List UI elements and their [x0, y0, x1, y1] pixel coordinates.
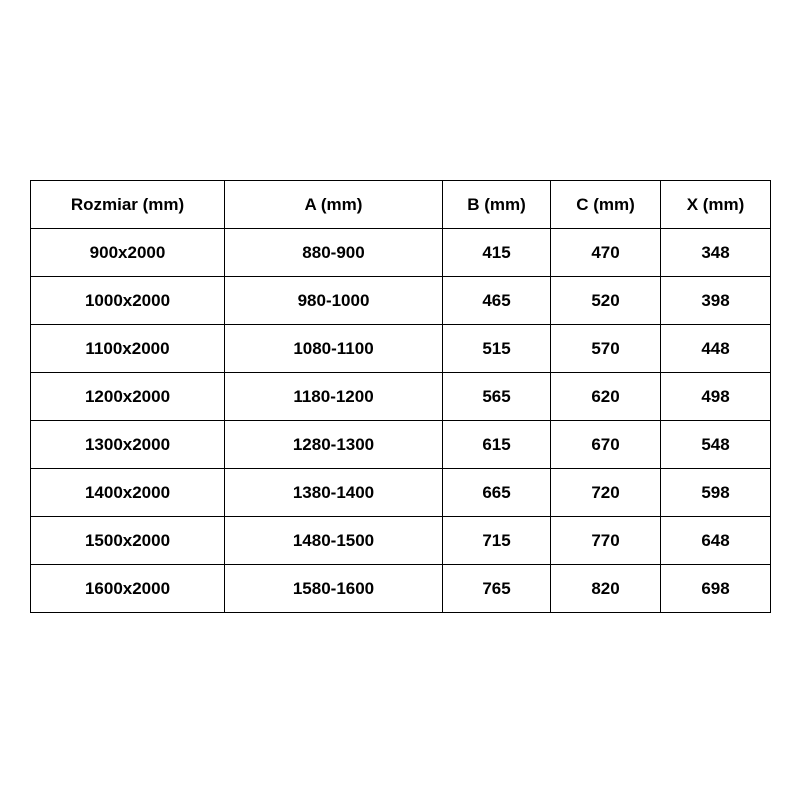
- size-specification-table: [30, 180, 771, 613]
- cell-c: 470: [551, 229, 661, 277]
- table-row: [31, 373, 771, 421]
- cell-b: 765: [443, 565, 551, 613]
- cell-c: 520: [551, 277, 661, 325]
- cell-rozmiar: 1000x2000: [31, 277, 225, 325]
- cell-a: 1380-1400: [225, 469, 443, 517]
- cell-x: 498: [661, 373, 771, 421]
- cell-b: 515: [443, 325, 551, 373]
- table-row: [31, 565, 771, 613]
- table-row: [31, 325, 771, 373]
- cell-x: 648: [661, 517, 771, 565]
- column-header-x: X (mm): [661, 181, 771, 229]
- column-header-a: A (mm): [225, 181, 443, 229]
- table-row: [31, 421, 771, 469]
- cell-a: 1080-1100: [225, 325, 443, 373]
- column-header-b: B (mm): [443, 181, 551, 229]
- cell-b: 715: [443, 517, 551, 565]
- cell-b: 415: [443, 229, 551, 277]
- cell-rozmiar: 1300x2000: [31, 421, 225, 469]
- cell-rozmiar: 1600x2000: [31, 565, 225, 613]
- cell-a: 980-1000: [225, 277, 443, 325]
- cell-rozmiar: 1500x2000: [31, 517, 225, 565]
- cell-c: 670: [551, 421, 661, 469]
- table-row: [31, 469, 771, 517]
- cell-x: 698: [661, 565, 771, 613]
- cell-b: 565: [443, 373, 551, 421]
- cell-a: 1480-1500: [225, 517, 443, 565]
- table-row: [31, 277, 771, 325]
- table-header: [31, 181, 771, 229]
- cell-b: 465: [443, 277, 551, 325]
- cell-x: 398: [661, 277, 771, 325]
- cell-a: 1580-1600: [225, 565, 443, 613]
- cell-a: 1280-1300: [225, 421, 443, 469]
- cell-c: 820: [551, 565, 661, 613]
- cell-b: 615: [443, 421, 551, 469]
- cell-a: 880-900: [225, 229, 443, 277]
- table-body: [31, 229, 771, 613]
- cell-rozmiar: 1400x2000: [31, 469, 225, 517]
- cell-rozmiar: 1100x2000: [31, 325, 225, 373]
- cell-c: 570: [551, 325, 661, 373]
- cell-x: 548: [661, 421, 771, 469]
- cell-c: 720: [551, 469, 661, 517]
- column-header-rozmiar: Rozmiar (mm): [31, 181, 225, 229]
- table-row: [31, 229, 771, 277]
- spec-table-container: [30, 180, 770, 613]
- cell-c: 620: [551, 373, 661, 421]
- column-header-c: C (mm): [551, 181, 661, 229]
- cell-b: 665: [443, 469, 551, 517]
- cell-rozmiar: 900x2000: [31, 229, 225, 277]
- table-header-row: [31, 181, 771, 229]
- cell-x: 348: [661, 229, 771, 277]
- cell-c: 770: [551, 517, 661, 565]
- cell-x: 598: [661, 469, 771, 517]
- cell-x: 448: [661, 325, 771, 373]
- table-row: [31, 517, 771, 565]
- cell-rozmiar: 1200x2000: [31, 373, 225, 421]
- cell-a: 1180-1200: [225, 373, 443, 421]
